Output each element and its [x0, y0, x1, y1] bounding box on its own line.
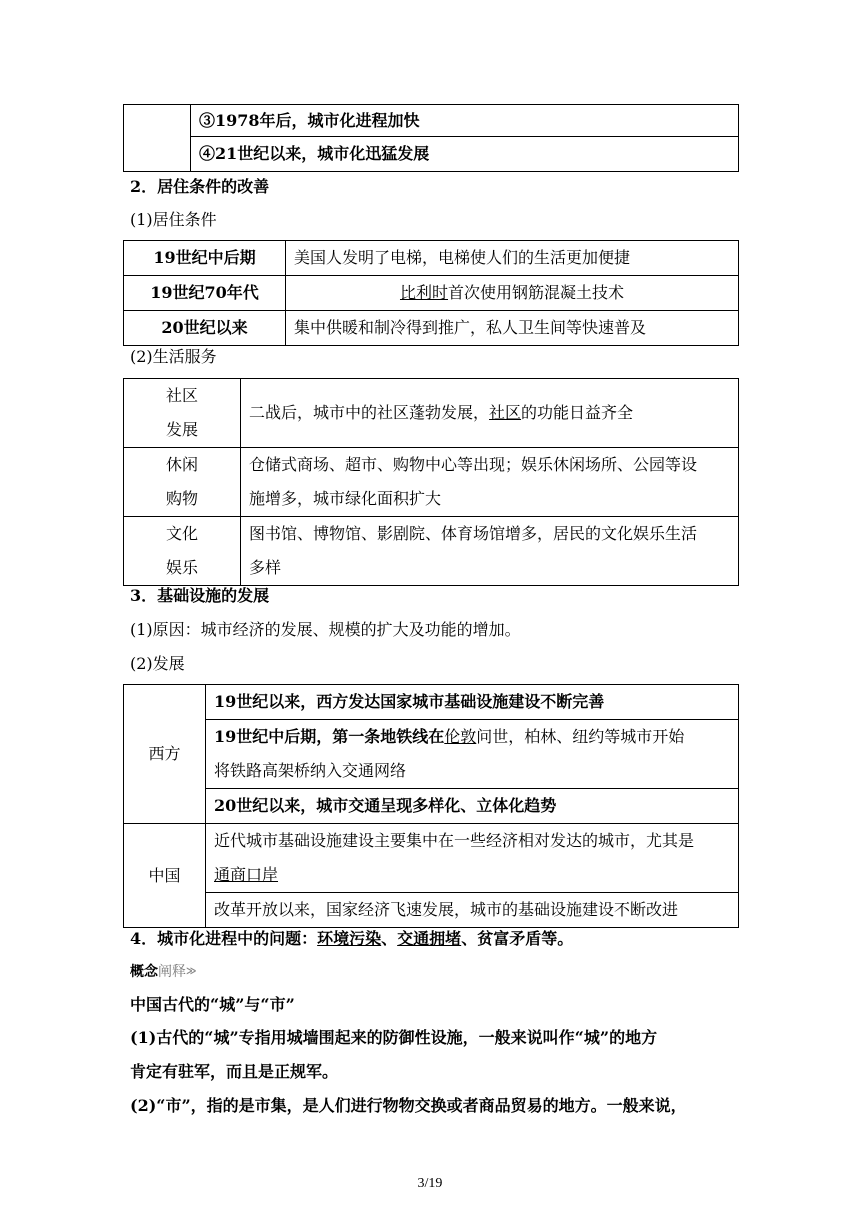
- subheading-living-conditions: (1)居住条件: [130, 210, 217, 229]
- content-cell: 20世纪以来，城市交通呈现多样化、立体化趋势: [206, 789, 739, 824]
- content-cell: 图书馆、博物馆、影剧院、体育场馆增多，居民的文化娱乐生活 多样: [241, 517, 739, 586]
- category-cell: 文化 娱乐: [124, 517, 241, 586]
- section-heading-infrastructure: 3．基础设施的发展: [130, 586, 270, 605]
- period-cell: 20世纪以来: [124, 311, 286, 346]
- table-row: [124, 893, 739, 928]
- region-cell-china: 中国: [124, 824, 206, 928]
- section-heading-problems: 4．城市化进程中的问题：环境污染、交通拥堵、贫富矛盾等。: [130, 929, 574, 948]
- table-row: [124, 517, 739, 586]
- living-conditions-table: [123, 240, 739, 346]
- table-row: [124, 379, 739, 448]
- subheading-life-services: (2)生活服务: [130, 347, 217, 366]
- content-cell: 二战后，城市中的社区蓬勃发展，社区的功能日益齐全: [241, 379, 739, 448]
- content-cell: 比利时首次使用钢筋混凝土技术: [286, 276, 739, 311]
- infrastructure-table: [123, 684, 739, 928]
- content-cell: 美国人发明了电梯，电梯使人们的生活更加便捷: [286, 241, 739, 276]
- table-row: ④21世纪以来，城市化迅猛发展: [191, 137, 739, 172]
- concept-title: 中国古代的“城”与“市”: [130, 995, 295, 1014]
- underlined-term: 社区: [489, 403, 522, 422]
- content-cell: 集中供暖和制冷得到推广，私人卫生间等快速普及: [286, 311, 739, 346]
- content-cell: 近代城市基础设施建设主要集中在一些经济相对发达的城市，尤其是 通商口岸: [206, 824, 739, 893]
- region-cell-west: 西方: [124, 685, 206, 824]
- life-services-table: [123, 378, 739, 586]
- table-row: ③1978年后，城市化进程加快: [191, 105, 739, 137]
- content-cell: 仓储式商场、超市、购物中心等出现；娱乐休闲场所、公园等设 施增多，城市绿化面积扩大: [241, 448, 739, 517]
- content-cell: 19世纪以来，西方发达国家城市基础设施建设不断完善: [206, 685, 739, 720]
- empty-label-cell: [124, 105, 191, 172]
- content-cell: 改革开放以来，国家经济飞速发展，城市的基础设施建设不断改进: [206, 893, 739, 928]
- table-row: [124, 241, 739, 276]
- category-cell: 休闲 购物: [124, 448, 241, 517]
- paragraph: 肯定有驻军，而且是正规军。: [130, 1062, 339, 1081]
- table-row: [124, 448, 739, 517]
- period-cell: 19世纪中后期: [124, 241, 286, 276]
- section-heading-living: 2．居住条件的改善: [130, 177, 270, 196]
- category-cell: 社区 发展: [124, 379, 241, 448]
- underlined-term: 比利时: [399, 283, 448, 302]
- subheading-development: (2)发展: [130, 654, 185, 673]
- underlined-term: 交通拥堵: [397, 929, 462, 948]
- content-cell: 19世纪中后期，第一条地铁线在伦敦问世，柏林、纽约等城市开始 将铁路高架桥纳入交通网络: [206, 720, 739, 789]
- chevron-down-icon: ≫: [186, 966, 197, 977]
- table-row: [124, 720, 739, 789]
- underlined-term: 通商口岸: [214, 865, 279, 884]
- table-row: [124, 685, 739, 720]
- table-row: [124, 276, 739, 311]
- table-row: [124, 311, 739, 346]
- period-cell: 19世纪70年代: [124, 276, 286, 311]
- underlined-term: 伦敦: [444, 727, 477, 746]
- paragraph: (2)“市”，指的是市集，是人们进行物物交换或者商品贸易的地方。一般来说，: [130, 1096, 687, 1115]
- page-number: 3/19: [417, 1176, 443, 1191]
- infrastructure-reason: (1)原因：城市经济的发展、规模的扩大及功能的增加。: [130, 620, 521, 639]
- paragraph: (1)古代的“城”专指用城墙围起来的防御性设施，一般来说叫作“城”的地方: [130, 1028, 658, 1047]
- underlined-term: 环境污染: [317, 929, 382, 948]
- urbanization-table-continued: [123, 104, 739, 172]
- table-row: [124, 789, 739, 824]
- concept-label: 概念阐释≫: [130, 964, 197, 980]
- table-row: [124, 824, 739, 893]
